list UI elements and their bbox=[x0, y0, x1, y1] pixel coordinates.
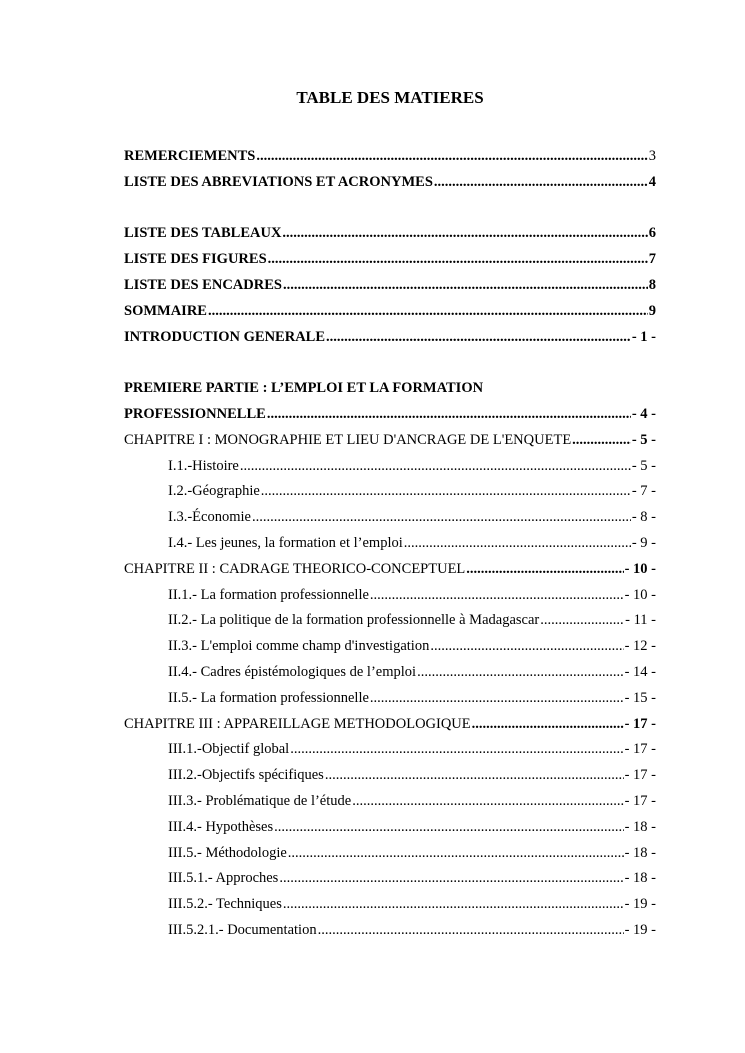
toc-entry-sommaire[interactable] bbox=[124, 299, 656, 325]
toc-entry-label: INTRODUCTION GENERALE bbox=[124, 328, 326, 345]
dot-leader bbox=[430, 634, 623, 660]
toc-entry-section[interactable] bbox=[124, 634, 656, 660]
toc-entry-label: II.1.- La formation professionnelle bbox=[168, 586, 369, 603]
toc-entry-page: 4 bbox=[648, 173, 656, 190]
toc-entry-label: III.5.- Méthodologie bbox=[168, 844, 287, 861]
toc-entry-label: I.1.-Histoire bbox=[168, 457, 239, 474]
dot-leader bbox=[472, 712, 624, 738]
dot-leader bbox=[404, 531, 631, 557]
toc-part-heading[interactable]: PREMIERE PARTIE : L’EMPLOI ET LA FORMATION bbox=[124, 380, 484, 397]
toc-entry-section[interactable] bbox=[124, 583, 656, 609]
toc-entry-label: III.3.- Problématique de l’étude bbox=[168, 792, 352, 809]
toc-entry-section[interactable] bbox=[124, 866, 656, 892]
toc-entry-section[interactable] bbox=[124, 505, 656, 531]
toc-entry-page: - 18 - bbox=[624, 818, 656, 835]
toc-entry-introduction[interactable] bbox=[124, 325, 656, 351]
dot-leader bbox=[268, 247, 648, 273]
toc-entry-page: - 5 - bbox=[631, 457, 656, 474]
toc-entry-label: II.3.- L'emploi comme champ d'investigation bbox=[168, 638, 430, 655]
table-of-contents bbox=[124, 144, 656, 944]
toc-entry-figures[interactable] bbox=[124, 247, 656, 273]
toc-entry-section[interactable] bbox=[124, 531, 656, 557]
dot-leader bbox=[208, 299, 648, 325]
toc-entry-label: III.5.2.1.- Documentation bbox=[168, 921, 317, 938]
toc-entry-page: - 7 - bbox=[631, 483, 656, 500]
toc-entry-page: - 19 - bbox=[624, 921, 656, 938]
dot-leader bbox=[267, 402, 631, 428]
toc-entry-page: - 18 - bbox=[624, 844, 656, 861]
toc-entry-page: - 15 - bbox=[624, 689, 656, 706]
dot-leader bbox=[283, 892, 624, 918]
toc-entry-label: I.3.-Économie bbox=[168, 509, 251, 526]
toc-entry-page: - 10 - bbox=[624, 586, 656, 603]
dot-leader bbox=[274, 815, 623, 841]
dot-leader bbox=[417, 660, 624, 686]
toc-entry-page: - 14 - bbox=[624, 663, 656, 680]
toc-entry-page: - 17 - bbox=[624, 715, 656, 732]
dot-leader bbox=[326, 325, 631, 351]
toc-entry-section[interactable] bbox=[124, 608, 656, 634]
toc-entry-page: - 4 - bbox=[631, 405, 656, 422]
toc-entry-chapter-1[interactable] bbox=[124, 428, 656, 454]
toc-entry-page: - 11 - bbox=[625, 612, 656, 629]
toc-entry-label: LISTE DES ENCADRES bbox=[124, 276, 282, 293]
dot-leader bbox=[540, 608, 624, 634]
toc-entry-section[interactable] bbox=[124, 660, 656, 686]
toc-entry-section[interactable] bbox=[124, 841, 656, 867]
toc-entry-section[interactable] bbox=[124, 918, 656, 944]
toc-entry-page: 7 bbox=[648, 251, 656, 268]
toc-entry-page: 9 bbox=[648, 302, 656, 319]
page-title: TABLE DES MATIERES bbox=[296, 88, 484, 107]
toc-entry-label: III.2.-Objectifs spécifiques bbox=[168, 767, 324, 784]
toc-entry-section[interactable] bbox=[124, 815, 656, 841]
toc-entry-label: II.4.- Cadres épistémologiques de l’emploi bbox=[168, 663, 417, 680]
toc-entry-label: III.5.2.- Techniques bbox=[168, 896, 282, 913]
toc-entry-section[interactable] bbox=[124, 763, 656, 789]
toc-entry-part-one[interactable] bbox=[124, 402, 656, 428]
toc-entry-label: III.4.- Hypothèses bbox=[168, 818, 274, 835]
dot-leader bbox=[261, 479, 631, 505]
dot-leader bbox=[370, 686, 624, 712]
toc-entry-label: I.2.-Géographie bbox=[168, 483, 260, 500]
dot-leader bbox=[318, 918, 624, 944]
toc-entry-label: III.1.-Objectif global bbox=[168, 741, 290, 758]
toc-entry-label: CHAPITRE III : APPAREILLAGE METHODOLOGIQUE bbox=[124, 715, 471, 732]
toc-entry-section[interactable] bbox=[124, 454, 656, 480]
toc-entry-chapter-3[interactable] bbox=[124, 712, 656, 738]
spacer bbox=[124, 350, 656, 376]
toc-entry-page: 6 bbox=[648, 225, 656, 242]
toc-entry-remerciements[interactable] bbox=[124, 144, 656, 170]
toc-entry-page: - 8 - bbox=[631, 509, 656, 526]
toc-entry-page: 3 bbox=[648, 148, 656, 164]
toc-entry-section[interactable] bbox=[124, 892, 656, 918]
toc-entry-label: II.5.- La formation professionnelle bbox=[168, 689, 369, 706]
dot-leader bbox=[434, 170, 648, 196]
toc-entry-page: 8 bbox=[648, 276, 656, 293]
dot-leader bbox=[288, 841, 624, 867]
toc-entry-page: - 19 - bbox=[624, 896, 656, 913]
dot-leader bbox=[283, 273, 648, 299]
toc-entry-section[interactable] bbox=[124, 686, 656, 712]
dot-leader bbox=[252, 505, 631, 531]
toc-entry-label: I.4.- Les jeunes, la formation et l’emploi bbox=[168, 534, 403, 551]
dot-leader bbox=[279, 866, 623, 892]
toc-entry-page: - 9 - bbox=[631, 534, 656, 551]
dot-leader bbox=[466, 557, 623, 583]
toc-entry-page: - 5 - bbox=[631, 431, 656, 448]
toc-entry-tableaux[interactable] bbox=[124, 221, 656, 247]
toc-entry-label: REMERCIEMENTS bbox=[124, 148, 256, 164]
toc-entry-encadres[interactable] bbox=[124, 273, 656, 299]
toc-entry-section[interactable] bbox=[124, 737, 656, 763]
toc-entry-label: LISTE DES FIGURES bbox=[124, 251, 267, 268]
toc-entry-section[interactable] bbox=[124, 789, 656, 815]
toc-entry-page: - 10 - bbox=[624, 560, 656, 577]
dot-leader bbox=[240, 454, 631, 480]
toc-entry-label: LISTE DES TABLEAUX bbox=[124, 225, 282, 242]
toc-entry-page: - 17 - bbox=[624, 741, 656, 758]
toc-entry-label: II.2.- La politique de la formation professionnelle à Madagascar bbox=[168, 612, 540, 629]
toc-entry-page: - 1 - bbox=[631, 328, 656, 345]
toc-entry-abreviations[interactable] bbox=[124, 170, 656, 196]
toc-entry-page: - 17 - bbox=[624, 792, 656, 809]
toc-entry-chapter-2[interactable] bbox=[124, 557, 656, 583]
toc-entry-label: III.5.1.- Approches bbox=[168, 870, 279, 887]
toc-entry-label: CHAPITRE II : CADRAGE THEORICO-CONCEPTUEL bbox=[124, 560, 466, 577]
spacer bbox=[124, 196, 656, 222]
toc-entry-label: PROFESSIONNELLE bbox=[124, 405, 266, 422]
toc-entry-label: SOMMAIRE bbox=[124, 302, 207, 319]
dot-leader bbox=[352, 789, 623, 815]
dot-leader bbox=[290, 737, 623, 763]
dot-leader bbox=[572, 428, 631, 454]
dot-leader bbox=[282, 221, 647, 247]
dot-leader bbox=[256, 144, 647, 170]
toc-entry-page: - 18 - bbox=[624, 870, 656, 887]
toc-entry-page: - 12 - bbox=[624, 638, 656, 655]
dot-leader bbox=[325, 763, 624, 789]
toc-entry-page: - 17 - bbox=[624, 767, 656, 784]
dot-leader bbox=[370, 583, 624, 609]
toc-entry-label: LISTE DES ABREVIATIONS ET ACRONYMES bbox=[124, 173, 433, 190]
toc-entry-label: CHAPITRE I : MONOGRAPHIE ET LIEU D'ANCRAGE DE L'ENQUETE bbox=[124, 431, 572, 448]
toc-entry-section[interactable] bbox=[124, 479, 656, 505]
